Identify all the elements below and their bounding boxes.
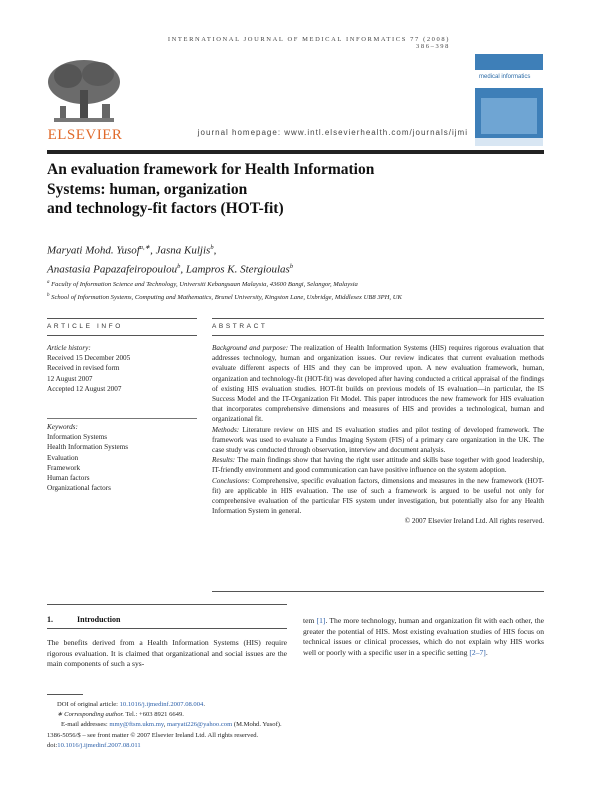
history-label: Article history:: [47, 344, 91, 352]
footnote-label: DOI of original article:: [57, 701, 120, 708]
author-name[interactable]: Maryati Mohd. Yusof: [47, 244, 140, 257]
section-number: 1.: [47, 615, 53, 624]
cover-title: medical informatics: [479, 74, 531, 80]
keyword: Evaluation: [47, 453, 79, 462]
journal-cover-thumbnail[interactable]: [475, 54, 543, 146]
abstract-paragraph: [212, 455, 544, 475]
publisher-wordmark: ELSEVIER: [47, 127, 123, 143]
history-item: Received in revised form: [47, 364, 120, 373]
affiliation-text: Faculty of Information Science and Technology, Universiti Kebangsaan Malaysia, 43600 Bangi, Selangor, Malaysia: [51, 281, 358, 289]
header-divider: [47, 150, 544, 154]
journal-homepage[interactable]: journal homepage: www.intl.elsevierhealth.com/journals/ijmi: [197, 128, 468, 137]
author-separator: ,: [150, 244, 156, 257]
author-mark: b: [210, 244, 214, 251]
abstract-rule: [212, 318, 544, 319]
article-info: [47, 343, 197, 493]
abstract-text: Literature review on HIS and IS evaluation studies and pilot testing of developed framework. The framework was used to evaluate a Fundus Imaging System (FIS) of a primary care organization in the UK. The case study was conducted through observation, interview and document analysis.: [212, 425, 544, 455]
abstract-text: Comprehensive, specific evaluation factors, dimensions and measures in the new framework (HOT-fit) are applicable in HIS evaluation. The use of such a framework is argued to be useful not only for comprehensive evaluation of the particular FIS system under investigation, but potentially also for any Health Information System in general.: [212, 476, 544, 516]
spacer: [47, 394, 197, 418]
footnote-label: E-mail addresses:: [61, 721, 110, 729]
abstract-paragraph: [212, 476, 544, 517]
intro-text: .: [485, 647, 488, 657]
author-mark: b: [289, 262, 294, 270]
title-line-3: and technology-fit factors (HOT-fit): [47, 200, 284, 217]
footnote-text: ,: [163, 721, 168, 729]
abstract-label: Conclusions:: [212, 476, 250, 485]
title-line-2: Systems: human, organization: [47, 180, 248, 198]
running-head: INTERNATIONAL JOURNAL OF MEDICAL INFORMATICS 77 (2008) 386–398: [167, 36, 450, 50]
intro-text: tem: [303, 616, 317, 625]
email-link[interactable]: mmy@ftsm.ukm.my: [109, 721, 164, 729]
history-item: Received 15 December 2005: [47, 354, 131, 363]
cover-footer: [475, 138, 543, 146]
abstract-label: Results:: [212, 456, 236, 465]
affiliation-text: School of Information Systems, Computing and Mathematics, Brunel University, Kingston Lane, Uxbridge, Middlesex UB8 3PH, UK: [51, 293, 402, 301]
footnote-email: [47, 720, 347, 730]
author-name[interactable]: Lampros K. Stergioulas: [185, 263, 290, 276]
title-line-1: An evaluation framework for Health Information: [47, 161, 375, 178]
section-title: Introduction: [77, 615, 121, 624]
abstract-heading: ABSTRACT: [212, 323, 268, 330]
keywords-rule: [47, 418, 197, 419]
abstract-text: The realization of Health Information Systems (HIS) requires rigorous evaluation that addresses technology, human and organization issues. Our review indicates that current evaluation methods evaluate different aspects of HIS and they can be improved upon. A new evaluation framework, human, organization and technology-fit (HOT-fit) was developed after having conducted a critical appraisal of the findings of existing HIS evaluation studies. HOT-fit builds on previous models of IS evaluation—in particular, the IS Success Model and the IT-Organization Fit Model. This paper introduces the new framework for HIS evaluation that incorporates comprehensive dimensions and measures of HIS and provides a technological, human and organizational fit.: [212, 344, 544, 424]
footnote-doi: [47, 741, 347, 751]
footnote-corresponding: [47, 710, 347, 720]
keyword: Information Systems: [47, 433, 108, 442]
intro-subrule: [47, 628, 287, 629]
footnote-label: ∗ Corresponding author.: [57, 711, 125, 719]
history-item: 12 August 2007: [47, 374, 93, 383]
keyword: Health Information Systems: [47, 443, 129, 452]
author-list: [47, 240, 547, 277]
tree-icon: [44, 56, 124, 126]
affiliation-b: [47, 291, 547, 304]
section-heading-introduction: [47, 615, 120, 624]
author-name[interactable]: Anastasia Papazafeiropoulou: [47, 263, 178, 276]
footnotes: [47, 700, 347, 751]
footnote-doi-original: [47, 700, 347, 710]
email-link[interactable]: maryati226@yahoo.com: [167, 721, 233, 729]
article-title: [47, 160, 467, 219]
footnote-text: Tel.: +603 8921 6649.: [124, 711, 184, 719]
keywords-label: Keywords:: [47, 423, 78, 432]
affiliation-mark: b: [47, 292, 50, 298]
article-info-subrule: [47, 335, 197, 336]
author-separator: ,: [180, 263, 186, 276]
history-item: Accepted 12 August 2007: [47, 384, 122, 393]
abstract-end-rule: [212, 591, 544, 592]
article-info-rule: [47, 318, 197, 319]
intro-text: . The more technology, human and organization fit with each other, the greater the potential of HIS. Most existing evaluation studies of HIS focus on technical issues or clinical processes, which do not explain why HIS works well or poorly with a specific user in a specific setting: [303, 616, 544, 657]
author-mark: b: [177, 262, 181, 270]
footnote-text: .: [203, 701, 205, 708]
doi-link[interactable]: 10.1016/j.ijmedinf.2007.08.011: [57, 741, 141, 749]
abstract-subrule: [212, 335, 544, 336]
keyword: Human factors: [47, 474, 90, 483]
doi-link[interactable]: 10.1016/j.ijmedinf.2007.08.004: [119, 701, 204, 708]
author-separator: ,: [213, 244, 217, 257]
intro-rule: [47, 604, 287, 605]
abstract-paragraph: [212, 425, 544, 456]
citation-link[interactable]: [2–7]: [469, 647, 486, 657]
abstract-text: The main findings show that having the right user attitude and skills base together with good leadership, IT-friendly environment and good communication can have positive influence on the system adoption.: [212, 456, 544, 475]
affiliations: [47, 278, 547, 303]
footnote-rule: [47, 694, 83, 695]
footnote-text: (M.Mohd. Yusof).: [232, 721, 282, 729]
keyword: Framework: [47, 463, 81, 472]
article-info-heading: ARTICLE INFO: [47, 323, 123, 330]
citation-link[interactable]: [1]: [316, 616, 326, 625]
author-mark: a,∗: [139, 244, 151, 251]
abstract-body: [212, 343, 544, 527]
affiliation-a: [47, 278, 547, 291]
abstract-paragraph: [212, 343, 544, 425]
keyword: Organizational factors: [47, 484, 111, 493]
cover-art: [481, 98, 537, 134]
abstract-label: Background and purpose:: [212, 344, 289, 352]
author-name[interactable]: Jasna Kuljis: [155, 244, 211, 257]
affiliation-mark: a: [47, 280, 50, 285]
abstract-copyright: © 2007 Elsevier Ireland Ltd. All rights reserved.: [404, 517, 544, 526]
abstract-label: Methods:: [212, 425, 240, 434]
footnote-label: doi:: [47, 741, 58, 749]
footnote-issn: 1386-5056/$ – see front matter © 2007 Elsevier Ireland Ltd. All rights reserved.: [47, 731, 259, 739]
intro-right-text: [303, 616, 544, 658]
intro-left-text: The benefits derived from a Health Information Systems (HIS) require rigorous evaluation. It is claimed that organizational and social issues are the main components of such a sys-: [47, 638, 287, 669]
